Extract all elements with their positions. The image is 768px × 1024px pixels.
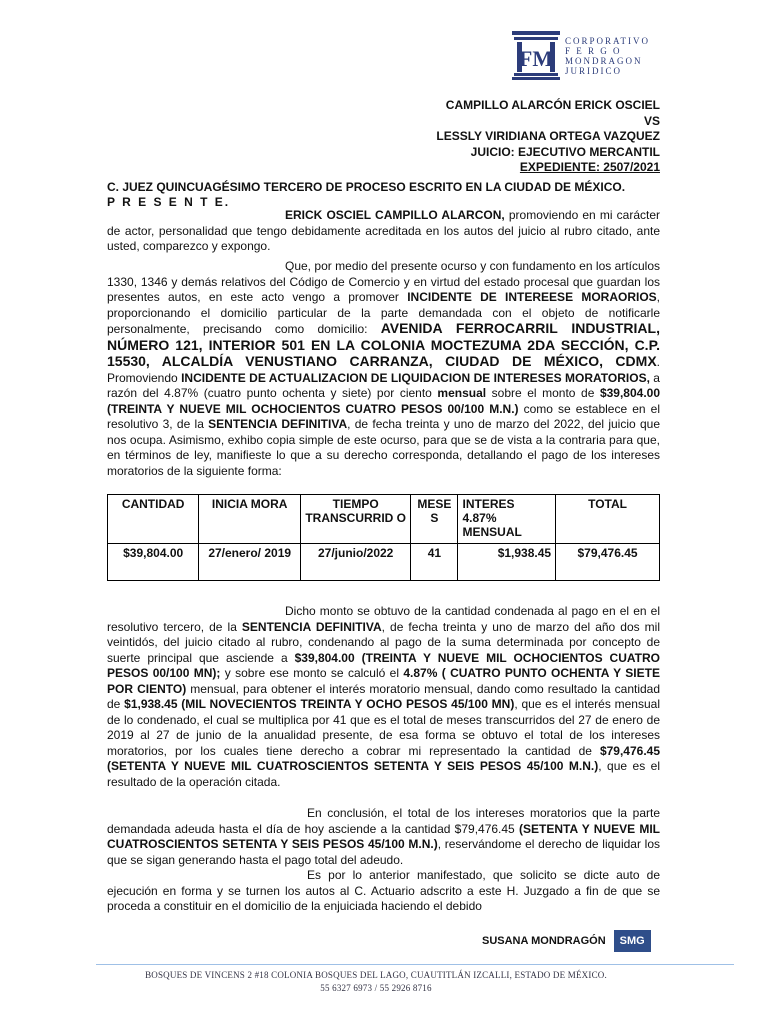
table-header: INTERES 4.87% MENSUAL [458,495,556,544]
table-header: TOTAL [556,495,660,544]
text-run: mensual, para obtener el interés moratorio mensual, dando como resultado la cantidad de [107,681,661,711]
text-run: , de fecha treinta y uno de marzo del año dos mil veintidós, del juicio citado al rubro, condenando al pago de la suma determinada por concepto de suerte principal que asciende a [107,619,661,665]
paragraph-text: promoviendo en mi carácter de actor, personalidad que tengo debidamente acreditada en los autos del juicio al rubro citado, ante usted, comparezco y expongo. [107,208,660,253]
trial-type: JUICIO: EJECUTIVO MERCANTIL [470,144,660,159]
paragraph-intro [107,208,660,255]
monthly-word: mensual [437,386,487,400]
text-run: , reservándome el derecho de liquidar los que se sigan generando hasta el pago total del adeudo. [107,837,661,867]
defendant-name: LESSLY VIRIDIANA ORTEGA VAZQUEZ [436,129,660,143]
principal-amount: $39,804.00 (TREINTA Y NUEVE MIL OCHOCIENTOS CUATRO PESOS 00/100 M.N.) [107,386,660,416]
sentence-ref: SENTENCIA DEFINITIVA [241,619,382,634]
case-header [436,98,660,176]
rate-text: 4.87% ( CUATRO PUNTO OCHENTA Y SIETE POR CIENTO) [107,666,660,696]
interest-table [107,494,660,581]
table-cell: $79,476.45 [556,544,660,581]
table-row [108,544,660,581]
case-file-number: EXPEDIENTE: 2507/2021 [519,160,660,174]
paragraph-calculation [107,604,660,790]
text-run: a razón del 4.87% (cuatro punto ochenta y siete) por ciento [107,370,660,400]
plaintiff-name: CAMPILLO ALARCÓN ERICK OSCIEL [445,98,660,112]
footer-phones: 55 6327 6973 / 55 2926 8716 [320,983,432,993]
logo-line: CORPORATIVO [565,36,651,46]
defendant-address: AVENIDA FERROCARRIL INDUSTRIAL, NÚMERO 121, INTERIOR 501 EN LA COLONIA MOCTEZUMA 2DA SECCIÓN, C.P. 15530, ALCALDÍA VENUSTIANO CARRANZA, CIUDAD DE MÉXICO, CDMX [107,320,660,369]
judge-line: C. JUEZ QUINCUAGÉSIMO TERCERO DE PROCESO ESCRITO EN LA CIUDAD DE MÉXICO. [107,180,626,194]
signer-initials-badge: SMG [614,930,651,952]
table-header: MESE S [411,495,458,544]
text-run: Dicho monto se obtuvo de la cantidad condenada al pago en el en el resolutivo tercero, de la [107,604,660,634]
table-cell: $39,804.00 [108,544,199,581]
logo-line: F E R G O [565,46,622,56]
text-run: , que es el interés mensual de lo condenado, el cual se multiplica por 41 que es el total de meses transcurridos del 27 de enero de 2019 al 27 de junio de la anualidad presente, de esa forma se obtuvo el total de los intereses moratorios, por los cuales tiene derecho a cobrar mi representado la cantidad de [107,697,660,758]
logo-line: JURIDICO [565,66,623,76]
table-header: CANTIDAD [108,495,199,544]
text-run: sobre el monto de [486,386,600,400]
addressee [107,180,625,210]
text-run: Que, por medio del presente ocurso y con fundamento en los artículos 1330, 1346 y demás relativos del Código de Comercio y en virtud del estado procesal que guardan los presentes autos, en este acto vengo a promover [107,259,660,304]
text-run: como se establece en el resolutivo 3, de la [107,401,660,431]
table-cell: 27/junio/2022 [301,544,411,581]
company-logo [510,28,660,86]
total-interest: $79,476.45 (SETENTA Y NUEVE MIL CUATROSCIENTOS SETENTA Y SEIS PESOS 45/100 M.N.) [107,743,660,773]
table-cell: 41 [411,544,458,581]
footer [96,969,656,995]
total-in-words: (SETENTA Y NUEVE MIL CUATROSCIENTOS SETENTA Y SEIS PESOS 45/100 M.N.) [107,821,660,851]
text-run: Es por lo anterior manifestado, que solicito se dicte auto de ejecución en forma y se turnen los autos al C. Actuario adscrito a este H. Juzgado a fin de que se proceda a constituir en el domicilio de la enjuiciada haciendo el debido [107,868,660,913]
column-monogram-icon [510,28,562,80]
logo-line: MONDRAGON [565,56,643,66]
signer-name: SUSANA MONDRAGÓN [482,935,606,947]
text-run: . Promoviendo [107,355,660,385]
text-run: En conclusión, el total de los intereses moratorios que la parte demandada adeuda hasta el día de hoy asciende a la cantidad $79,476.45 [107,806,660,836]
table-header: INICIA MORA [199,495,301,544]
table-cell: $1,938.45 [458,544,556,581]
text-run: , de fecha treinta y uno de marzo del 2022, del juicio que nos ocupa. Asimismo, exhibo copia simple de este ocurso, para que se de vista a la contraria para que, en términos de ley, manifieste lo que a su derecho corresponda, detallando el pago de los intereses moratorios de la siguiente forma: [107,417,660,478]
monthly-interest: $1,938.45 (MIL NOVECIENTOS TREINTA Y OCHO PESOS 45/100 MN) [124,697,515,711]
versus: VS [643,113,660,128]
paragraph-conclusion [107,806,660,868]
incident-update-title: INCIDENTE DE ACTUALIZACION DE LIQUIDACION DE INTERESES MORATORIOS, [181,370,650,385]
footer-divider [96,964,734,965]
paragraph-incident [107,259,660,479]
text-run: y sobre ese monto se calculó el [220,666,404,680]
promoter-name: ERICK OSCIEL CAMPILLO ALARCON, [285,208,505,222]
paragraph-request [107,868,660,915]
logo-wordmark [565,36,650,76]
incident-title: INCIDENTE DE INTEREESE MORAORIOS [407,290,657,304]
principal-amount: $39,804.00 (TREINTA Y NUEVE MIL OCHOCIENTOS CUATRO PESOS 00/100 MN); [107,650,660,680]
presente-line: P R E S E N T E. [107,195,231,209]
signature-block [482,928,651,954]
table-header-row [108,495,660,544]
table-cell: 27/enero/ 2019 [199,544,301,581]
text-run: , que es el resultado de la operación citada. [107,759,661,789]
text-run: , proporcionando el domicilio particular de la parte demandada con el objeto de notificarle personalmente, precisando como domicilio: [107,290,660,336]
footer-address: BOSQUES DE VINCENS 2 #18 COLONIA BOSQUES DEL LAGO, CUAUTITLÁN IZCALLI, ESTADO DE MÉXICO. [145,970,607,980]
sentence-ref: SENTENCIA DEFINITIVA [208,417,348,431]
logo-monogram: FM [518,46,554,71]
table-header: TIEMPO TRANSCURRID O [301,495,411,544]
